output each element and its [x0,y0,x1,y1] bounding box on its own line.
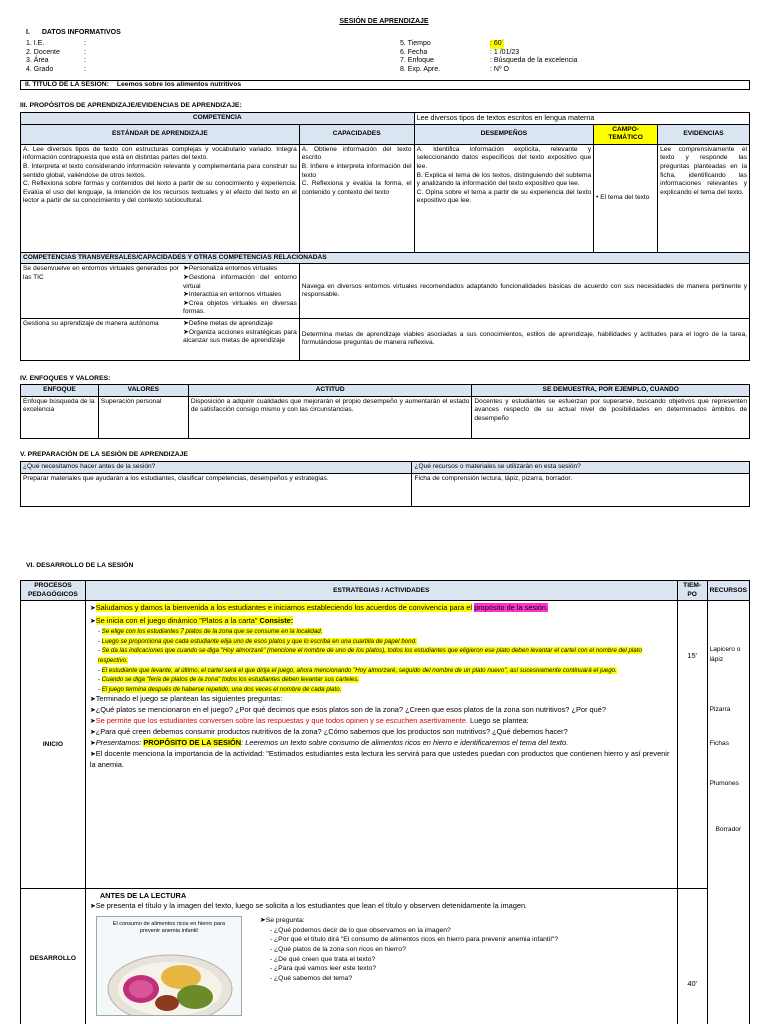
recurso-item: Borrador [715,826,742,834]
competencia-value: Lee diversos tipos de textos escritos en lengua materna [414,113,749,125]
preparacion-a2: Ficha de comprensión lectura, lápiz, pizarra, borrador. [412,473,750,506]
inicio-label: INICIO [21,601,86,889]
col-desempenos: DESEMPEÑOS [414,124,594,144]
col-campo: CAMPO-TEMÁTICO [594,124,658,144]
enfoques-row [21,396,750,438]
enfoque-cell: Enfoque búsqueda de la excelencia [21,396,99,438]
col-enfoque: ENFOQUE [21,385,99,397]
pregunta-item: - ¿Qué sabemos del tema? [269,974,353,982]
recurso-item: Plumones [709,780,739,788]
inicio-line-juego: ➤ Se inicia con el juego dinámico "Platos a la carta" Consiste: [90,616,673,627]
valores-cell: Superación personal [98,396,188,438]
transversales-heading: COMPETENCIAS TRANSVERSALES/CAPACIDADES Y OTRAS COMPETENCIAS RELACIONADAS [21,252,750,264]
enfoques-heading: IV. ENFOQUES Y VALORES: [20,375,111,382]
transversal-desempeno: Navega en diversos entornos virtuales recomendados adaptando funcionalidades básicas de acuerdo con sus necesidades de manera pertinente y responsable. [299,264,749,319]
inicio-line-importancia: ➤ El docente menciona la importancia de la actividad: "Estimados estudiantes esta lectura les servirá para que ustedes puedan con productos que contienen hierro y así prevenir la anemia. [90,749,673,770]
propositos-header-row [21,124,750,144]
juego-step: - El juego termina después de haberse repetido, una dos veces el nombre de cada plato. [97,685,342,693]
inicio-row [21,601,750,889]
preguntas-list [242,916,673,1016]
estandar-cell: A. Lee diversos tipos de texto con estructuras complejas y vocabulario variado. Integra información contrapuesta que está en distintas partes del texto. B. Interpreta el texto considerando información relevante y complementaria para construir su sentido global, valiéndose de otros textos. C. Reflexiona sobre formas y contenidos del texto a partir de su conocimiento y experiencia. Evalúa el uso del lenguaje, la intención de los recursos textuales y el efecto del texto en el lector a partir de su conocimiento y del contexto sociocultural. [21,144,300,252]
competencia-label: COMPETENCIA [21,113,415,125]
inicio-line-conversen: ➤ Se permite que los estudiantes conversen sobre las respuestas y que todos opinen y se escuchen asertivamente. Luego se plantea: [90,716,673,727]
col-actitud: ACTITUD [188,385,472,397]
demuestra-cell: Docentes y estudiantes se esfuerzan por superarse, buscando objetivos que representen avances respecto de su actual nivel de posibilidades en determinados ámbitos de desempeño [472,396,750,438]
propositos-heading: III. PROPÓSITOS DE APRENDIZAJE/EVIDENCIAS DE APRENDIZAJE: [20,102,242,109]
inicio-line-platos: ➤ ¿Qué platos se mencionaron en el juego? ¿Por qué decimos que esos platos son de la zona? ¿Creen que esos platos de la zona son nutritivos? ¿Por qué? [90,705,673,716]
texto-image-title: El consumo de alimentos ricos en hierro para prevenir anemia infantil [112,921,225,935]
col-procesos: PROCESOS PEDAGÓGICOS [21,581,86,601]
preparacion-heading: V. PREPARACIÓN DE LA SESIÓN DE APRENDIZAJE [20,451,188,458]
pregunta-heading: ➤ Se pregunta: [260,916,673,926]
datos-heading-num: I. [26,29,30,36]
pregunta-item: - ¿De qué creen que trata el texto? [269,955,376,963]
recurso-item: Fichas [709,740,730,748]
pregunta-item: - ¿Por qué el título dirá "El consumo de alimentos ricos en hierro para prevenir anemia infantil"? [269,936,559,944]
desempenos-cell: A. Identifica información explícita, relevante y seleccionando datos específicos del texto expositivo que lee. B. Explica el tema de los textos, distinguiendo del subtema y analizando la información del texto expositivo que lee. C. Opina sobre el tema a partir de su experiencia del texto expositivo que lee. [414,144,594,252]
preparacion-table [20,461,750,507]
titulo-sesion-value: Leemos sobre los alimentos nutritivos [116,81,242,88]
inicio-line-consumir: ➤ ¿Para qué creen debemos consumir productos nutritivos de la zona? ¿Cómo sabemos que los productos son nutritivos? ¿Qué debemos hacer? [90,727,673,738]
col-estrategias: ESTRATEGIAS / ACTIVIDADES [85,581,677,601]
titulo-sesion [20,80,750,90]
col-valores: VALORES [98,385,188,397]
datos-row: 6. Fecha : 1 /01/23 [400,48,520,56]
evidencias-cell: Lee comprensivamente el texto y responde las preguntas planteadas en la ficha, identificando las informaciones relevantes y explicando el tema del texto. [658,144,750,252]
desarrollo-table [20,580,750,1024]
pregunta-item: - ¿Para qué vamos leer este texto? [269,965,377,973]
inicio-line-saludo: ➤ Saludamos y damos la bienvenida a los estudiantes e iniciamos estableciendo los acuerdos de convivencia para el propósito de la sesión. [90,603,673,614]
juego-steps [90,627,673,694]
datos-left [26,40,386,74]
col-recursos: RECURSOS [707,581,749,601]
transversal-desempeno: Determina metas de aprendizaje viables asociadas a sus conocimientos, estilos de aprendizaje, habilidades y actitudes para el logro de la tarea, formulándose preguntas de manera reflexiva. [299,318,749,360]
propositos-table [20,112,750,361]
inicio-tiempo: 15' [677,601,707,889]
desarrollo-tiempo: 40' [677,889,707,1024]
inicio-activities [85,601,677,889]
transversal-capacidades: ➤ Define metas de aprendizaje ➤ Organiza acciones estratégicas para alcanzar sus metas de aprendizaje [183,320,297,346]
desarrollo-activities [85,889,677,1024]
desarrollo-intro: ➤ Se presenta el título y la imagen del texto, luego se solicita a los estudiantes que lean el título y observen detenidamente la imagen. [90,901,673,912]
recurso-item: Pizarra [709,706,731,714]
transversal-row [21,264,750,319]
datos-row: 8. Exp. Apre. : Nº O [400,65,509,73]
enfoques-table [20,384,750,439]
transversal-row [21,318,750,360]
enfoques-header-row [21,385,750,397]
col-capacidades: CAPACIDADES [299,124,414,144]
preparacion-a1: Preparar materiales que ayudarán a los estudiantes, clasificar competencias, desempeños y estrategias. [21,473,412,506]
datos-row: 2. Docente : [26,48,86,56]
competencia-row [21,113,750,125]
col-evidencias: EVIDENCIAS [658,124,750,144]
preparacion-header-row [21,462,750,474]
texto-image [96,916,242,1016]
desarrollo-header-row [21,581,750,601]
food-plate-icon [97,945,242,1016]
inicio-line-preguntas: ➤ Terminado el juego se plantean las siguientes preguntas: [90,694,673,705]
juego-step: - Luego se proporciona que cada estudiante elija uno de esos platos y que lo escriba en una cuartilla de papel bond. [97,637,417,645]
transversal-competencia: Se desenvuelve en entornos virtuales generados por las TIC ➤ Personaliza entornos virtuales ➤ Gestiona información del entorno virtual ➤ Interactúa en entornos virtuales ➤ Crea objetos virtuales en diversas formas. [21,264,300,319]
datos-row: 3. Área : [26,57,86,64]
datos-heading [26,29,121,36]
juego-step: - Cuando se diga "feria de platos de la zona" todos los estudiantes deben levantar sus carteles. [97,676,360,684]
juego-step: - Se da las indicaciones que cuando se diga "Hoy almorzaré" (mencione el nombre de uno de los platos), todos los estudiantes que eligieron ese plato deben levantar el cartel con el nombre del plato respectivo. [97,647,642,664]
preparacion-q1: ¿Qué necesitamos hacer antes de la sesión? [21,462,412,474]
col-tiempo: TIEM-PO [677,581,707,601]
desarrollo-row [21,889,750,1024]
datos-right [400,40,740,74]
transversal-competencia: Gestiona su aprendizaje de manera autónoma ➤ Define metas de aprendizaje ➤ Organiza acciones estratégicas para alcanzar sus metas de aprendizaje [21,318,300,360]
col-demuestra: SE DEMUESTRA, POR EJEMPLO, CUANDO [472,385,750,397]
page-title: SESIÓN DE APRENDIZAJE [339,18,429,25]
recursos-cell [707,601,749,1024]
titulo-sesion-label: II. TÍTULO DE LA SESIÓN: [25,81,109,88]
capacidades-cell: A. Obtiene información del texto escrito B. Infiere e interpreta información del texto C. Reflexiona y evalúa la forma, el contenido y contexto del texto [299,144,414,252]
pregunta-item: - ¿Qué podemos decir de lo que observamos en la imagen? [269,926,451,934]
transversales-header-row [21,252,750,264]
pregunta-item: - ¿Qué platos de la zona son ricos en hierro? [269,945,406,953]
recurso-item: Lapicero o lápiz [709,646,741,664]
juego-step: - El estudiante que levante, al último, el cartel será el que dirija el juego, ahora mencionando "Hoy almorzaré, seguido del nombre de un plato nuevo", así sucesivamente continuará el juego. [97,666,617,674]
actitud-cell: Disposición a adquirir cualidades que mejorarán el propio desempeño y aumentarán el estado de satisfacción consigo mismo y con las circunstancias. [188,396,472,438]
datos-row: 7. Enfoque : Búsqueda de la excelencia [400,57,578,64]
col-estandar: ESTÁNDAR DE APRENDIZAJE [21,124,300,144]
propositos-content-row [21,144,750,252]
antes-lectura: ANTES DE LA LECTURA [99,891,187,901]
juego-step: - Se elige con los estudiantes 7 platos de la zona que se consume en la localidad. [97,628,323,636]
desarrollo-content [90,916,673,1016]
preparacion-q2: ¿Qué recursos o materiales se utilizarán en esta sesión? [412,462,750,474]
desarrollo-heading: VI. DESARROLLO DE LA SESIÓN [26,562,134,569]
datos-heading-text: DATOS INFORMATIVOS [41,29,121,36]
datos-row: 5. Tiempo : 60´ [400,40,505,47]
transversal-capacidades: ➤ Personaliza entornos virtuales ➤ Gestiona información del entorno virtual ➤ Interactúa en entornos virtuales ➤ Crea objetos virtuales en diversas formas. [183,265,297,317]
datos-row: 4. Grado : [26,65,86,73]
desarrollo-label: DESARROLLO [21,889,86,1024]
preparacion-row [21,473,750,506]
campo-cell: • El tema del texto [594,144,658,252]
datos-row: 1. I.E. : [26,40,86,47]
inicio-line-proposito: ➤ Presentamos: PROPÓSITO DE LA SESIÓN: Leeremos un texto sobre consumo de alimentos ricos en hierro e identificaremos el tema del texto. [90,738,673,749]
